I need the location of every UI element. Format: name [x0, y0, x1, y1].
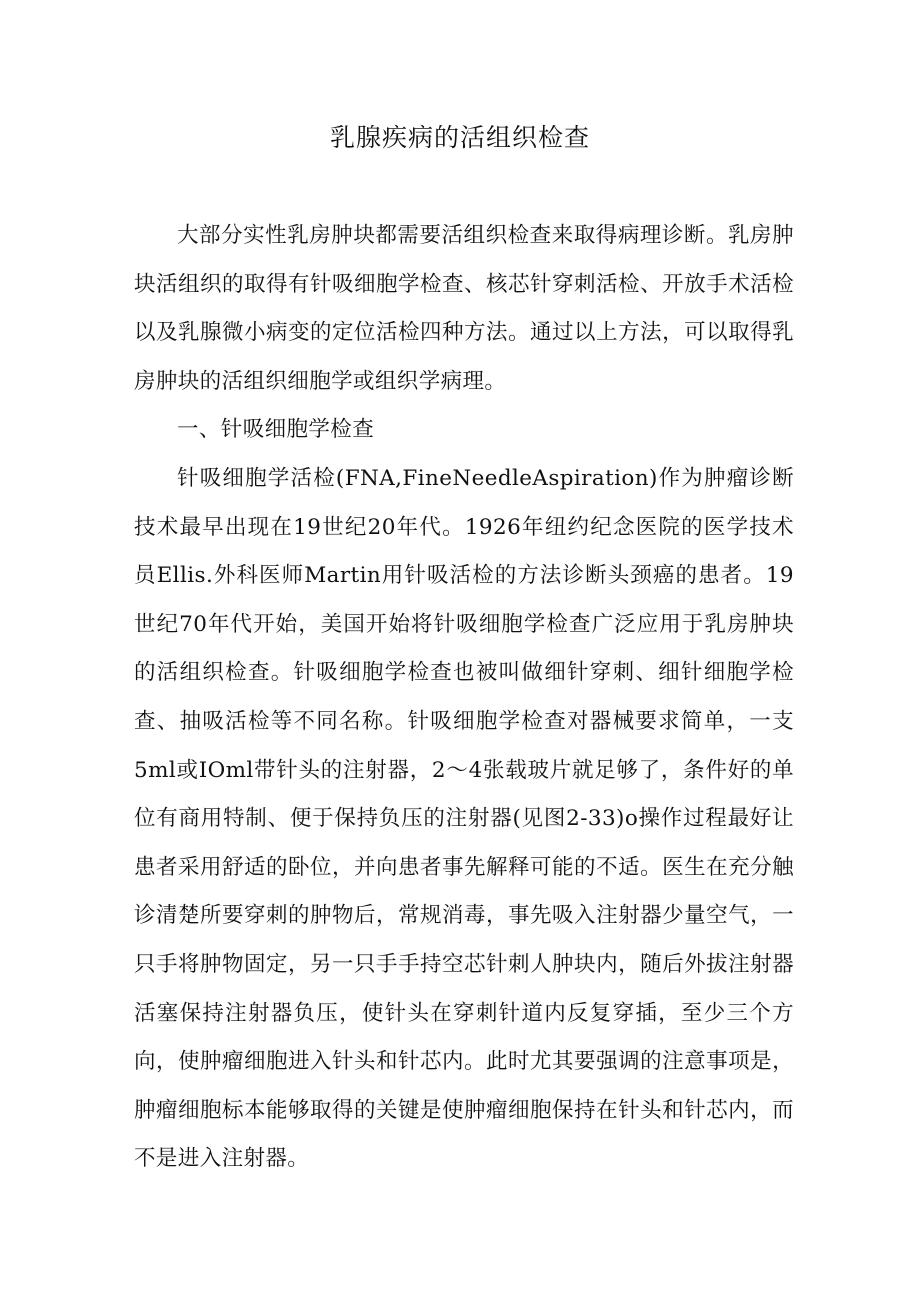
page-title: 乳腺疾病的活组织检查 [329, 123, 590, 152]
section-heading-fna: 一、针吸细胞学检查 [177, 417, 375, 443]
paragraph-intro: 大部分实性乳房肿块都需要活组织检查来取得病理诊断。乳房肿块活组织的取得有针吸细胞学检查、核芯针穿刺活检、开放手术活检以及乳腺微小病变的定位活检四种方法。通过以上方法，可以取得乳房肿块的活组织细胞学或组织学病理。 [134, 223, 794, 394]
paragraph-fna: 针吸细胞学活检(FNA,FineNeedleAspiration)作为肿瘤诊断技术最早出现在19世纪20年代。1926年纽约纪念医院的医学技术员Ellis.外科医师Martin用针吸活检的方法诊断头颈癌的患者。19世纪70年代开始，美国开始将针吸细胞学检查广泛应用于乳房肿块的活组织检查。针吸细胞学检查也被叫做细针穿刺、细针细胞学检查、抽吸活检等不同名称。针吸细胞学检查对器械要求简单，一支5ml或IOml带针头的注射器，2～4张载玻片就足够了，条件好的单位有商用特制、便于保持负压的注射器(见图2-33)o操作过程最好让患者采用舒适的卧位，并向患者事先解释可能的不适。医生在充分触诊清楚所要穿刺的肿物后，常规消毒，事先吸入注射器少量空气，一只手将肿物固定，另一只手手持空芯针刺人肿块内，随后外拔注射器活塞保持注射器负压，使针头在穿刺针道内反复穿插，至少三个方向，使肿瘤细胞进入针头和针芯内。此时尤其要强调的注意事项是，肿瘤细胞标本能够取得的关键是使肿瘤细胞保持在针头和针芯内，而不是进入注射器。 [134, 465, 794, 1172]
document-body [134, 212, 794, 1184]
